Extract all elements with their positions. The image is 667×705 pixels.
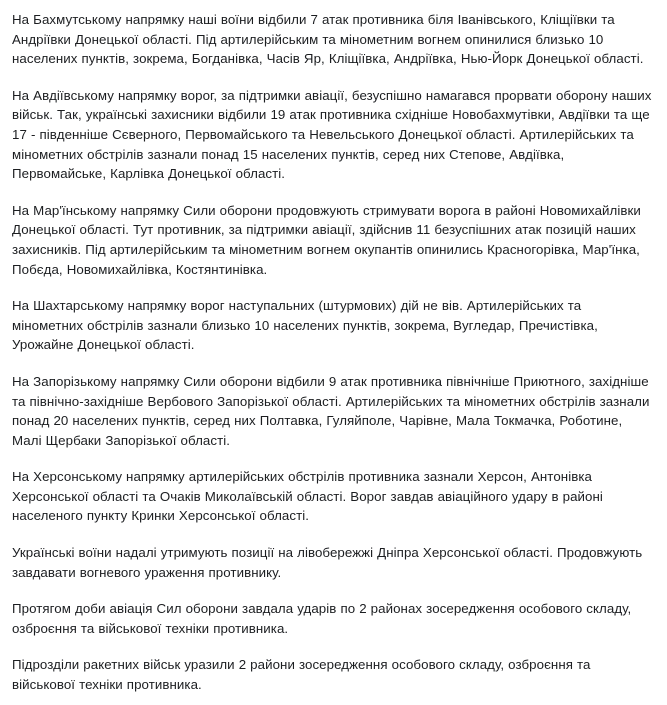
paragraph-avdiivka: На Авдіївському напрямку ворог, за підтримки авіації, безуспішно намагався прорвати оборону наших військ. Так, українські захисники відбили 19 атак противника східніше Новобахмутівки, Авдіївки та ще 17 - південніше Сєверного, Первомайського та Невельського Донецької області. Артилерійських та мінометних обстрілів зазнали понад 15 населених пунктів, серед них Степове, Авдіївка, Первомайське, Карлівка Донецької області. [12, 87, 652, 182]
paragraph-bakhmut: На Бахмутському напрямку наші воїни відбили 7 атак противника біля Іванівського, Кліщіївки та Андріївки Донецької області. Під артилерійським та мінометним вогнем опинилися близько 10 населених пунктів, зокрема, Богданівка, Часів Яр, Кліщіївка, Андріївка, Нью-Йорк Донецької області. [12, 12, 644, 67]
paragraph-kherson: На Херсонському напрямку артилерійських обстрілів противника зазнали Херсон, Антонівка Херсонської області та Очаків Миколаївській області. Ворог завдав авіаційного удару в районі населеного пункту Кринки Херсонської області. [12, 469, 603, 524]
paragraph-dnipro-left-bank: Українські воїни надалі утримують позиції на лівобережжі Дніпра Херсонської області. Продовжують завдавати вогневого ураження противнику. [12, 545, 643, 580]
paragraph-missile-troops: Підрозділи ракетних військ уразили 2 райони зосередження особового складу, озброєння та військової техніки противника. [12, 657, 591, 693]
paragraph-maryinka: На Мар'їнському напрямку Сили оборони продовжують стримувати ворога в районі Новомихайлівки Донецької області. Тут противник, за підтримки авіації, здійснив 11 безуспішних атак позицій наших захисників. Під артилерійським та мінометним вогнем окупантів опинились Красногорівка, Мар'їнка, Побєда, Новомихайлівка, Костянтинівка. [12, 202, 641, 277]
paragraph-shakhtarske: На Шахтарському напрямку ворог наступальних (штурмових) дій не вів. Артилерійських та мінометних обстрілів зазнали близько 10 населених пунктів, зокрема, Вугледар, Пречистівка, Урожайне Донецької області. [12, 298, 598, 353]
paragraph-aviation-strikes: Протягом доби авіація Сил оборони завдала ударів по 2 районах зосередження особового складу, озброєння та військової техніки противника. [12, 601, 632, 636]
paragraph-zaporizhzhia: На Запорізькому напрямку Сили оборони відбили 9 атак противника північніше Приютного, західніше та північно-західніше Вербового Запорізької області. Артилерійських та мінометних обстрілів зазнали понад 20 населених пунктів, серед них Полтавка, Гуляйполе, Чарівне, Мала Токмачка, Роботине, Малі Щербаки Запорізької області. [12, 373, 650, 448]
